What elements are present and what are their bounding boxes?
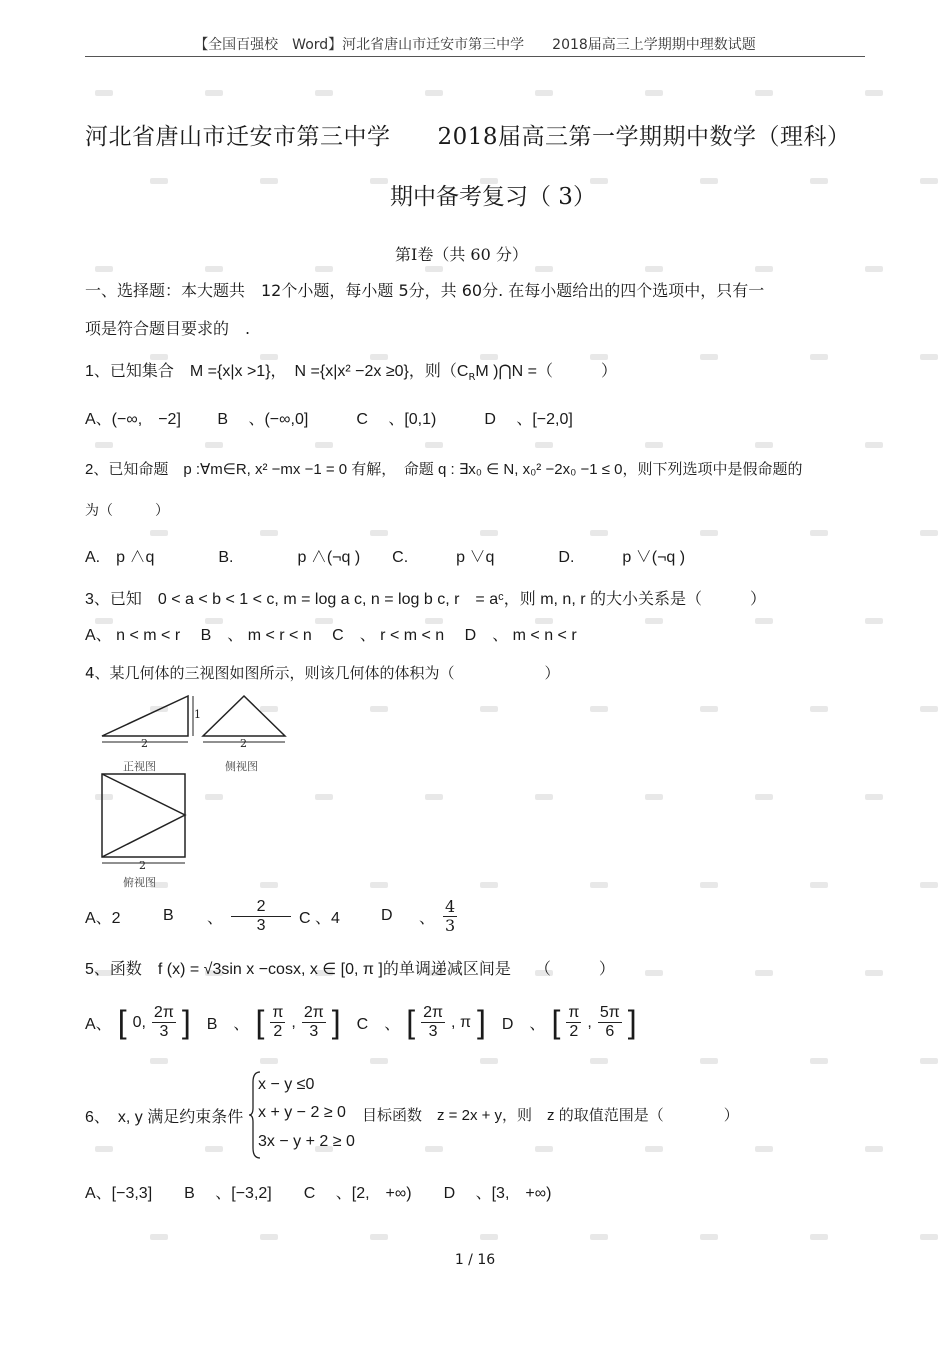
instructions-line2: 项是符合题目要求的 . bbox=[85, 319, 251, 338]
watermark-speck bbox=[590, 882, 608, 888]
watermark-speck bbox=[810, 706, 828, 712]
watermark-speck bbox=[480, 706, 498, 712]
q5-c-bracket-right: ] bbox=[476, 1004, 486, 1040]
watermark-speck bbox=[755, 90, 773, 96]
watermark-speck bbox=[810, 530, 828, 536]
watermark-speck bbox=[205, 90, 223, 96]
watermark-speck bbox=[205, 442, 223, 448]
watermark-speck bbox=[315, 90, 333, 96]
q5-b-n1: π bbox=[272, 1004, 284, 1022]
q4-option-b-frac bbox=[231, 898, 291, 934]
watermark-speck bbox=[590, 1058, 608, 1064]
watermark-speck bbox=[645, 618, 663, 624]
watermark-speck bbox=[700, 1058, 718, 1064]
q5-d-d1: 2 bbox=[569, 1023, 579, 1040]
watermark-speck bbox=[755, 1146, 773, 1152]
side-view-shape bbox=[203, 696, 285, 736]
section-heading: 第Ⅰ卷（共 60 分） bbox=[395, 245, 528, 264]
watermark-speck bbox=[920, 1234, 938, 1240]
watermark-speck bbox=[755, 794, 773, 800]
watermark-speck bbox=[260, 530, 278, 536]
watermark-speck bbox=[645, 1146, 663, 1152]
watermark-speck bbox=[810, 178, 828, 184]
doc-title-line1: 河北省唐山市迁安市第三中学 2018届高三第一学期期中数学（理科） bbox=[85, 124, 851, 150]
watermark-speck bbox=[865, 266, 883, 272]
watermark-speck bbox=[865, 970, 883, 976]
watermark-speck bbox=[480, 882, 498, 888]
q5-b-bracket-right: ] bbox=[331, 1004, 341, 1040]
watermark-speck bbox=[865, 1146, 883, 1152]
watermark-speck bbox=[315, 794, 333, 800]
q5-b-bracket-left: [ bbox=[255, 1004, 265, 1040]
q5-a-pre: 0, bbox=[132, 1013, 146, 1031]
watermark-speck bbox=[645, 970, 663, 976]
watermark-speck bbox=[700, 354, 718, 360]
q6-stem-post: 目标函数 z = 2x + y，则 z 的取值范围是（ ） bbox=[362, 1107, 739, 1124]
watermark-speck bbox=[370, 882, 388, 888]
watermark-speck bbox=[920, 530, 938, 536]
watermark-speck bbox=[535, 442, 553, 448]
q4-b-num: 2 bbox=[231, 898, 291, 917]
front-view-shape bbox=[102, 696, 188, 736]
q4-option-d: D bbox=[381, 907, 393, 925]
watermark-speck bbox=[755, 970, 773, 976]
watermark-speck bbox=[755, 442, 773, 448]
q3-stem: 3、已知 0 < a < b < 1 < c, m = log a c, n = log b c, r = aᶜ，则 m, n, r 的大小关系是（ ） bbox=[85, 591, 766, 608]
watermark-speck bbox=[425, 90, 443, 96]
watermark-speck bbox=[205, 266, 223, 272]
q5-d-d2: 6 bbox=[605, 1023, 615, 1040]
watermark-speck bbox=[645, 794, 663, 800]
watermark-speck bbox=[480, 530, 498, 536]
q4-option-d-sep: 、 bbox=[419, 909, 436, 927]
watermark-speck bbox=[370, 1058, 388, 1064]
side-view-caption: 侧视图 bbox=[225, 760, 258, 773]
watermark-speck bbox=[865, 442, 883, 448]
q5-a-num: 2π bbox=[153, 1004, 174, 1022]
watermark-speck bbox=[150, 178, 168, 184]
q5-c-post: , π bbox=[451, 1013, 471, 1031]
watermark-speck bbox=[150, 1234, 168, 1240]
q5-a-frac bbox=[152, 1004, 176, 1040]
q4-options bbox=[85, 898, 457, 934]
q5-b-d2: 3 bbox=[309, 1023, 319, 1040]
watermark-speck bbox=[590, 530, 608, 536]
q6-constraint-2: x + y − 2 ≥ 0 bbox=[258, 1104, 346, 1121]
q1-stem-sub: R bbox=[468, 371, 476, 383]
watermark-speck bbox=[590, 1234, 608, 1240]
q5-d-bracket-right: ] bbox=[627, 1004, 637, 1040]
watermark-speck bbox=[920, 354, 938, 360]
watermark-speck bbox=[810, 354, 828, 360]
watermark-speck bbox=[95, 1146, 113, 1152]
watermark-speck bbox=[700, 882, 718, 888]
watermark-speck bbox=[260, 1058, 278, 1064]
watermark-speck bbox=[260, 1234, 278, 1240]
q5-d-n2: 5π bbox=[599, 1004, 620, 1022]
q2-stem-line2: 为（ ） bbox=[85, 503, 169, 519]
q4-d-den: 3 bbox=[445, 915, 456, 935]
q5-c-num: 2π bbox=[423, 1004, 444, 1022]
q6-options: A、[−3,3] B 、[−3,2] C 、[2, +∞) D 、[3, +∞) bbox=[85, 1185, 552, 1202]
q4-option-b-sep: 、 bbox=[207, 909, 224, 927]
q4-stem: 4、某几何体的三视图如图所示，则该几何体的体积为（ ） bbox=[85, 664, 560, 682]
q4-b-den: 3 bbox=[256, 916, 266, 934]
watermark-speck bbox=[645, 266, 663, 272]
doc-title-line2: 期中备考复习（ 3） bbox=[390, 184, 596, 210]
q4-option-d-frac bbox=[443, 898, 457, 934]
q5-option-a-label: A、 bbox=[85, 1016, 112, 1033]
q2-options: A. p ∧q B. p ∧(¬q ) C. p ∨q D. p ∨(¬q ) bbox=[85, 549, 686, 566]
watermark-speck bbox=[590, 706, 608, 712]
q5-b-n2: 2π bbox=[303, 1004, 324, 1022]
watermark-speck bbox=[810, 882, 828, 888]
q5-c-den: 3 bbox=[428, 1023, 438, 1040]
q5-option-c-label: C 、 bbox=[356, 1016, 401, 1033]
watermark-speck bbox=[425, 266, 443, 272]
watermark-speck bbox=[315, 266, 333, 272]
watermark-speck bbox=[535, 266, 553, 272]
q5-option-d-label: D 、 bbox=[501, 1016, 546, 1033]
watermark-speck bbox=[700, 178, 718, 184]
watermark-speck bbox=[370, 1234, 388, 1240]
watermark-speck bbox=[150, 1058, 168, 1064]
watermark-speck bbox=[700, 706, 718, 712]
watermark-speck bbox=[865, 794, 883, 800]
watermark-speck bbox=[700, 530, 718, 536]
watermark-speck bbox=[535, 90, 553, 96]
q6-constraint-3: 3x − y + 2 ≥ 0 bbox=[258, 1133, 355, 1150]
watermark-speck bbox=[95, 90, 113, 96]
watermark-speck bbox=[425, 442, 443, 448]
q5-b-comma: , bbox=[291, 1013, 296, 1031]
top-view-caption: 俯视图 bbox=[123, 876, 156, 889]
front-view-caption: 正视图 bbox=[123, 760, 156, 773]
instructions-line1: 一、选择题：本大题共 12个小题，每小题 5分，共 60分. 在每小题给出的四个选项中，只有一 bbox=[85, 281, 765, 300]
watermark-speck bbox=[150, 530, 168, 536]
watermark-speck bbox=[480, 1234, 498, 1240]
watermark-speck bbox=[370, 178, 388, 184]
q4-d-num: 4 bbox=[445, 897, 456, 916]
top-view-square bbox=[102, 774, 185, 857]
watermark-speck bbox=[920, 1058, 938, 1064]
watermark-speck bbox=[920, 178, 938, 184]
watermark-speck bbox=[810, 1058, 828, 1064]
q5-stem: 5、函数 f (x) = √3sin x −cosx, x ∈ [0, π ]的单调递减区间是 （ ） bbox=[85, 961, 615, 978]
watermark-speck bbox=[810, 1234, 828, 1240]
q5-b-d1: 2 bbox=[273, 1023, 283, 1040]
watermark-speck bbox=[535, 1146, 553, 1152]
q2-stem: 2、已知命题 p :∀m∈R, x² −mx −1 = 0 有解， 命题 q : ∃x₀ ∈ N, x₀² −2x₀ −1 ≤ 0，则下列选项中是假命题的 bbox=[85, 461, 803, 478]
q5-b-frac1 bbox=[270, 1004, 285, 1040]
watermark-speck bbox=[645, 90, 663, 96]
q5-d-comma: , bbox=[587, 1013, 592, 1031]
watermark-speck bbox=[645, 442, 663, 448]
q5-b-frac2 bbox=[302, 1004, 326, 1040]
watermark-speck bbox=[205, 1146, 223, 1152]
q5-d-n1: π bbox=[568, 1004, 580, 1022]
q5-d-frac2 bbox=[598, 1004, 622, 1040]
q5-options bbox=[85, 1004, 637, 1041]
side-view-width-label: 2 bbox=[240, 737, 247, 750]
watermark-speck bbox=[95, 442, 113, 448]
watermark-speck bbox=[920, 882, 938, 888]
front-view-width-label: 2 bbox=[141, 737, 148, 750]
watermark-speck bbox=[315, 442, 333, 448]
watermark-speck bbox=[535, 794, 553, 800]
watermark-speck bbox=[920, 706, 938, 712]
q4-option-a: A、2 bbox=[85, 909, 121, 927]
q4-option-c: C 、4 bbox=[299, 909, 340, 927]
header-rule bbox=[85, 56, 865, 57]
q6-constraint-1: x − y ≤0 bbox=[258, 1076, 315, 1093]
watermark-speck bbox=[480, 1058, 498, 1064]
watermark-speck bbox=[865, 90, 883, 96]
q1-stem bbox=[85, 358, 617, 383]
watermark-speck bbox=[260, 178, 278, 184]
q5-c-frac bbox=[421, 1004, 445, 1040]
q1-options: A、(−∞, −2] B 、(−∞,0] C 、[0,1) D 、[−2,0] bbox=[85, 411, 573, 428]
q1-stem-text: 1、已知集合 M ={x|x >1}， N ={x|x² −2x ≥0}，则（C bbox=[85, 363, 469, 380]
q5-a-bracket-left: [ bbox=[117, 1004, 127, 1040]
q1-stem-tail: M )⋂N =（ ） bbox=[475, 363, 617, 380]
three-view-figure bbox=[95, 688, 305, 893]
watermark-speck bbox=[370, 530, 388, 536]
q6-stem-pre: 6、 x, y 满足约束条件 bbox=[85, 1109, 244, 1126]
watermark-speck bbox=[755, 266, 773, 272]
top-view-triangle bbox=[102, 774, 185, 857]
watermark-speck bbox=[865, 618, 883, 624]
q5-option-b-label: B 、 bbox=[206, 1016, 250, 1033]
watermark-speck bbox=[700, 1234, 718, 1240]
watermark-speck bbox=[425, 794, 443, 800]
front-view-height-label: 1 bbox=[194, 708, 201, 721]
q4-option-b: B bbox=[163, 907, 174, 925]
q5-a-bracket-right: ] bbox=[181, 1004, 191, 1040]
q5-d-bracket-left: [ bbox=[551, 1004, 561, 1040]
page-header: 【全国百强校 Word】河北省唐山市迁安市第三中学 2018届高三上学期期中理数试题 bbox=[194, 37, 756, 53]
watermark-speck bbox=[755, 618, 773, 624]
q3-options: A、 n < m < r B 、 m < r < n C 、 r < m < n D 、 m < n < r bbox=[85, 627, 577, 644]
top-view-width-label: 2 bbox=[139, 859, 146, 872]
q5-a-den: 3 bbox=[159, 1023, 169, 1040]
watermark-speck bbox=[425, 1146, 443, 1152]
q5-c-bracket-left: [ bbox=[406, 1004, 416, 1040]
watermark-speck bbox=[370, 706, 388, 712]
q5-d-frac1 bbox=[566, 1004, 581, 1040]
watermark-speck bbox=[95, 266, 113, 272]
page-number: 1 / 16 bbox=[454, 1252, 496, 1268]
